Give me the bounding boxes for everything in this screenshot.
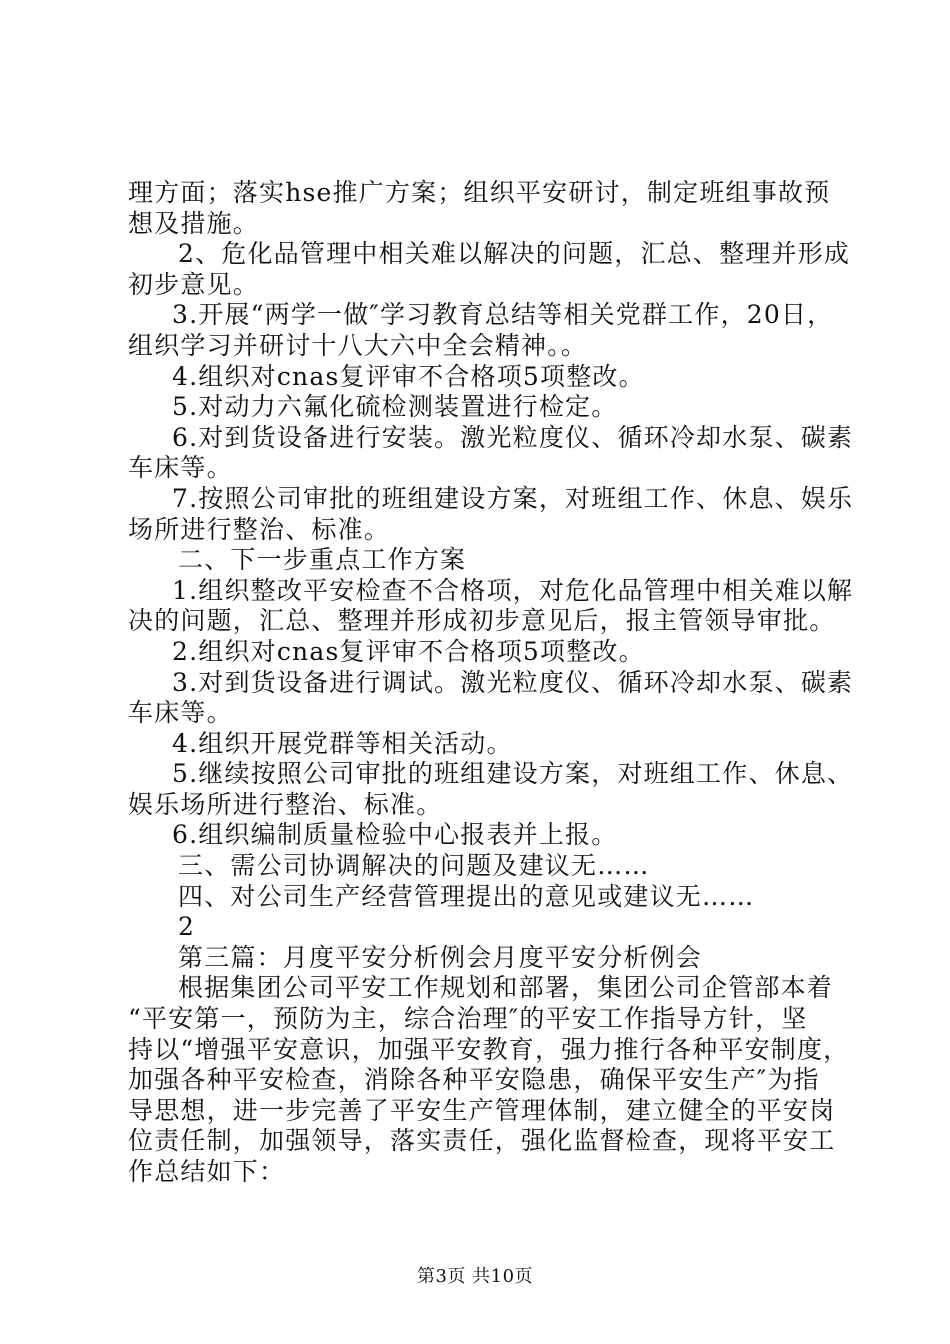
text-line: 根据集团公司平安工作规划和部署，集团公司企管部本着 xyxy=(178,973,834,1003)
text-line: 2、危化品管理中相关难以解决的问题，汇总、整理并形成 xyxy=(178,239,851,269)
text-line: 3.开展“两学一做″学习教育总结等相关党群工作，20日， xyxy=(172,300,834,330)
text-line: 娱乐场所进行整治、标准。 xyxy=(128,789,443,819)
text-line: 初步意见。 xyxy=(128,269,260,299)
page-number-inline: 2 xyxy=(178,912,196,942)
document-body xyxy=(128,178,854,1188)
section-heading: 三、需公司协调解决的问题及建议无…… xyxy=(178,851,650,881)
text-line: “平安第一，预防为主，综合治理″的平安工作指导方针，坚 xyxy=(128,1004,808,1034)
text-line: 组织学习并研讨十八大六中全会精神。。 xyxy=(128,330,588,360)
text-line: 2.组织对cnas复评审不合格项5项整改。 xyxy=(172,636,645,666)
text-line: 3.对到货设备进行调试。激光粒度仪、循环冷却水泵、碳素 xyxy=(172,667,854,697)
text-line: 车床等。 xyxy=(128,698,233,728)
text-line: 场所进行整治、标准。 xyxy=(128,514,391,544)
text-line: 1.组织整改平安检查不合格项，对危化品管理中相关难以解 xyxy=(172,575,854,605)
text-line: 6.组织编制质量检验中心报表并上报。 xyxy=(172,820,618,850)
text-line: 7.按照公司审批的班组建设方案，对班组工作、休息、娱乐 xyxy=(172,483,854,513)
text-line: 导思想，进一步完善了平安生产管理体制，建立健全的平安岗 xyxy=(128,1095,836,1125)
text-line: 决的问题，汇总、整理并形成初步意见后，报主管领导审批。 xyxy=(128,606,836,636)
page-footer: 第3页 共10页 xyxy=(416,1266,534,1287)
text-line: 加强各种平安检查，消除各种平安隐患，确保平安生产″为指 xyxy=(128,1065,820,1095)
text-line: 位责任制，加强领导，落实责任，强化监督检查，现将平安工 xyxy=(128,1126,836,1156)
text-line: 理方面；落实hse推广方案；组织平安研讨，制定班组事故预 xyxy=(128,178,831,207)
text-line: 6.对到货设备进行安装。激光粒度仪、循环冷却水泵、碳素 xyxy=(172,422,854,452)
text-line: 5.对动力六氟化硫检测装置进行检定。 xyxy=(172,392,618,422)
text-line: 持以“增强平安意识，加强平安教育，强力推行各种平安制度， xyxy=(128,1034,850,1064)
text-line: 作总结如下： xyxy=(128,1157,286,1186)
section-heading: 四、对公司生产经营管理提出的意见或建议无…… xyxy=(178,881,755,911)
text-line: 4.组织对cnas复评审不合格项5项整改。 xyxy=(172,361,645,391)
text-line: 想及措施。 xyxy=(128,208,260,238)
chapter-title: 第三篇：月度平安分析例会月度平安分析例会 xyxy=(178,942,703,972)
text-line: 5.继续按照公司审批的班组建设方案，对班组工作、休息、 xyxy=(172,759,854,789)
section-heading: 二、下一步重点工作方案 xyxy=(178,545,467,575)
text-line: 4.组织开展党群等相关活动。 xyxy=(172,728,513,758)
text-line: 车床等。 xyxy=(128,453,233,483)
